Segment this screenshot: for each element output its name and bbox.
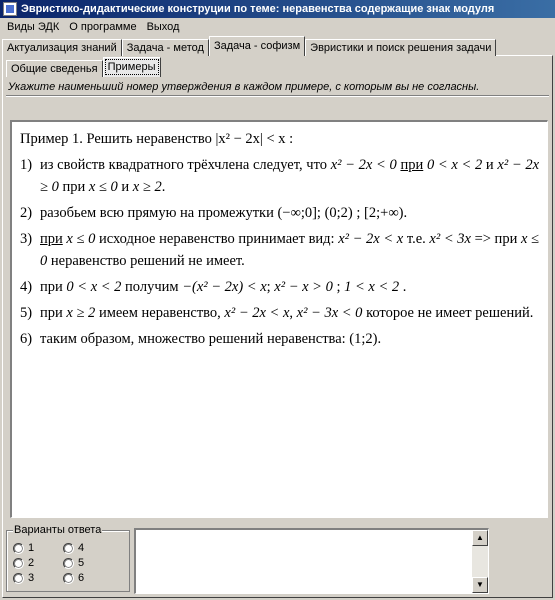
radio-option-5[interactable]: [63, 556, 113, 570]
scroll-down-icon[interactable]: ▼: [472, 577, 488, 593]
radio-option-3[interactable]: [13, 571, 63, 585]
window-title: Эвристико-дидактические конструции по теме: неравенства содержащие знак модуля: [21, 3, 495, 15]
tab-examples[interactable]: Примеры: [103, 57, 161, 77]
radio-label: 3: [28, 572, 35, 584]
radio-label: 2: [28, 557, 35, 569]
statement-3: [20, 228, 539, 272]
main-tabs: [2, 36, 553, 56]
radio-label: 6: [78, 572, 85, 584]
sub-tabs: [6, 57, 546, 77]
tab-task-method[interactable]: Задача - метод: [122, 39, 209, 56]
statement-number: 1): [20, 157, 33, 173]
tab-heuristics[interactable]: Эвристики и поиск решения задачи: [305, 39, 496, 56]
tab-general-info[interactable]: Общие сведенья: [6, 60, 103, 77]
radio-label: 4: [78, 542, 85, 554]
answer-options-group: [6, 524, 130, 592]
radio-option-4[interactable]: [63, 541, 113, 555]
statement-text: при x ≥ 2 имеем неравенство, x² − 2x < x, x² − 3x < 0 которое не имеет решений.: [40, 305, 534, 321]
menu-exit[interactable]: Выход: [146, 21, 180, 33]
statement-number: 3): [20, 231, 33, 247]
radio-button-icon[interactable]: [13, 558, 24, 569]
statement-text: таким образом, множество решений неравенства: (1;2).: [40, 331, 382, 347]
radio-option-6[interactable]: [63, 571, 113, 585]
app-icon: [3, 2, 17, 16]
menu-bar: [0, 18, 555, 36]
statement-text: разобьем всю прямую на промежутки (−∞;0]; (0;2) ; [2;+∞).: [40, 205, 408, 221]
radio-option-2[interactable]: [13, 556, 63, 570]
radio-option-1[interactable]: [13, 541, 63, 555]
statement-6: [20, 328, 539, 350]
statement-list: [20, 154, 539, 350]
answer-options-legend: Варианты ответа: [14, 524, 102, 536]
radio-button-icon[interactable]: [13, 573, 24, 584]
radio-grid: [13, 541, 123, 585]
example-content: [10, 120, 548, 518]
menu-vidy-edk[interactable]: Виды ЭДК: [7, 21, 60, 33]
radio-label: 5: [78, 557, 85, 569]
radio-button-icon[interactable]: [63, 573, 74, 584]
radio-button-icon[interactable]: [13, 543, 24, 554]
title-bar: [0, 0, 555, 18]
tab-task-sophism[interactable]: Задача - софизм: [209, 36, 305, 56]
instruction-text: Укажите наименьший номер утверждения в каждом примере, с которым вы не согласны.: [8, 81, 480, 93]
statement-text: при x ≤ 0 исходное неравенство принимает вид: x² − 2x < x т.е. x² < 3x => при x ≤ 0 неравенство решений не имеет.: [40, 231, 539, 269]
statement-number: 5): [20, 305, 33, 321]
statement-1: [20, 154, 539, 198]
statement-number: 6): [20, 331, 33, 347]
divider: [6, 95, 549, 97]
statement-5: [20, 302, 539, 324]
answer-text-area[interactable]: [134, 528, 489, 594]
statement-text: из свойств квадратного трёхчлена следует, что x² − 2x < 0 при 0 < x < 2 и x² − 2x ≥ 0 при x ≤ 0 и x ≥ 2.: [40, 157, 540, 195]
vertical-scrollbar[interactable]: [472, 530, 488, 593]
radio-button-icon[interactable]: [63, 543, 74, 554]
statement-number: 2): [20, 205, 33, 221]
statement-2: [20, 202, 539, 224]
scroll-up-icon[interactable]: ▲: [472, 530, 488, 546]
statement-text: при 0 < x < 2 получим −(x² − 2x) < x; x² − x > 0 ; 1 < x < 2 .: [40, 279, 407, 295]
example-title-text: Пример 1. Решить неравенство |x² − 2x| < x :: [20, 131, 294, 147]
radio-button-icon[interactable]: [63, 558, 74, 569]
statement-4: [20, 276, 539, 298]
radio-label: 1: [28, 542, 35, 554]
tab-actualization[interactable]: Актуализация знаний: [2, 39, 122, 56]
menu-about[interactable]: О программе: [69, 21, 137, 33]
statement-number: 4): [20, 279, 33, 295]
example-title: [20, 128, 539, 150]
